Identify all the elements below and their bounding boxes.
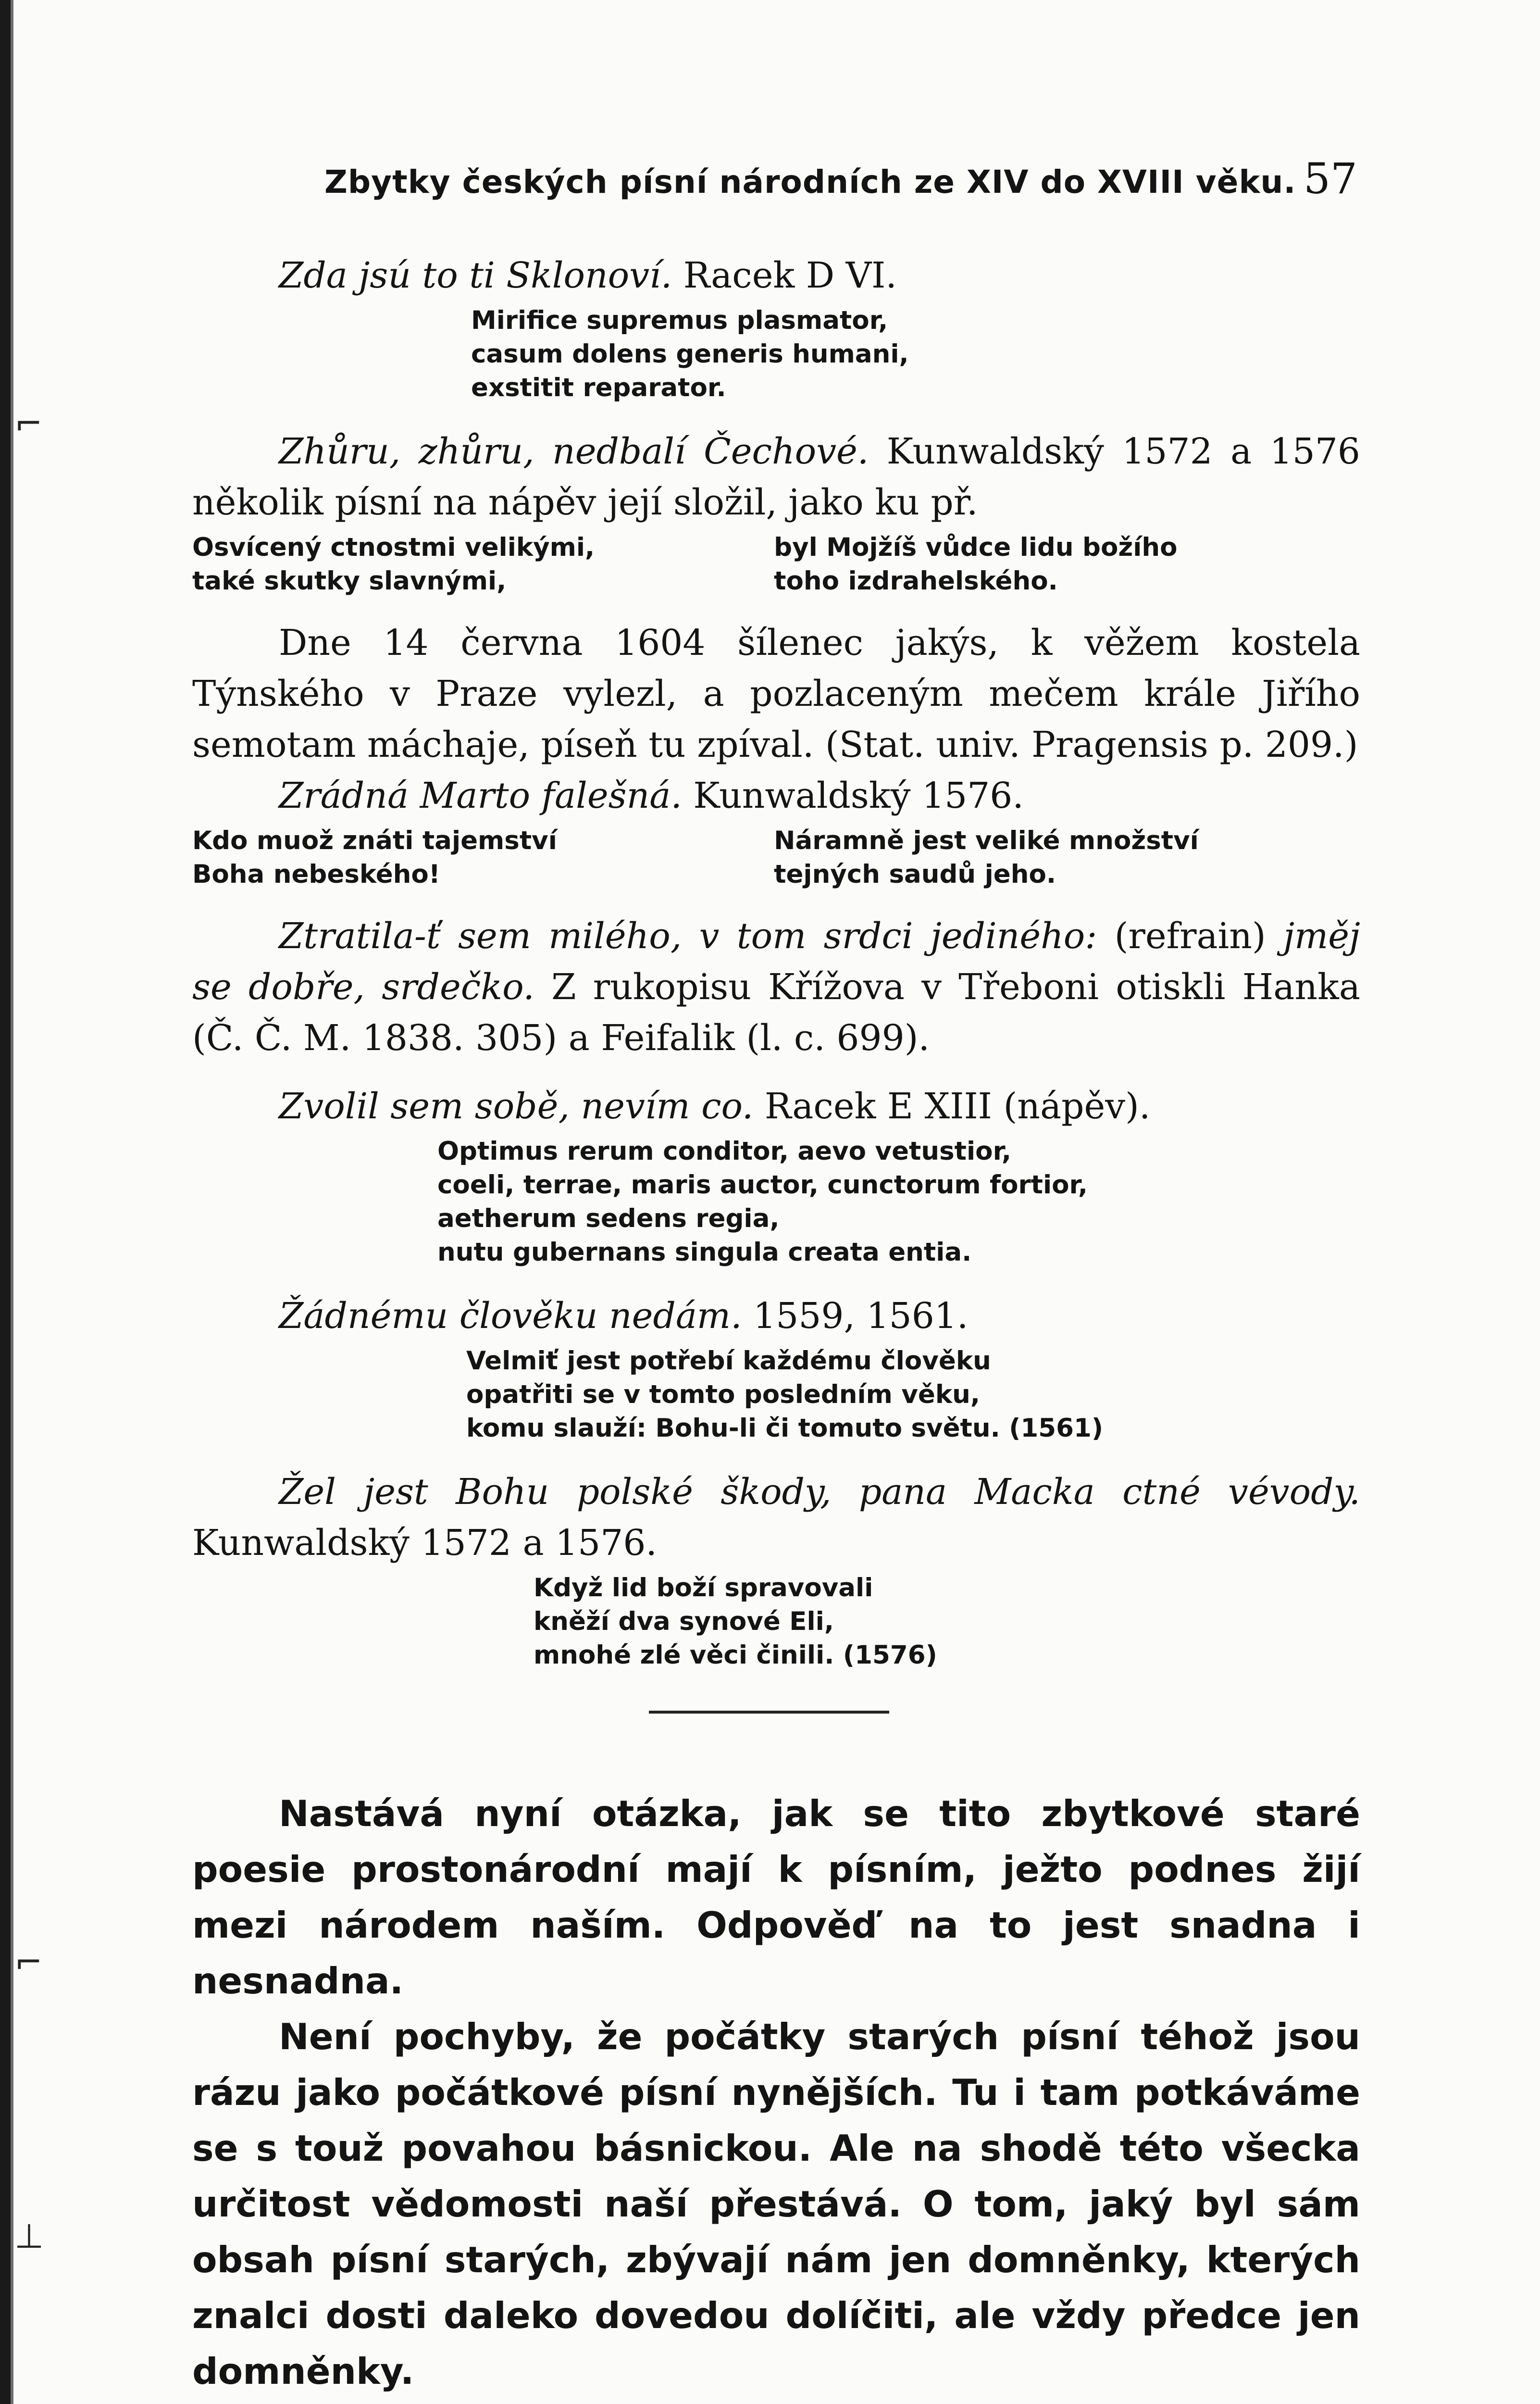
verse-line: také skutky slavnými,	[192, 566, 507, 596]
source-reference-continued: několik písní na nápěv její složil, jako ku př.	[192, 482, 978, 523]
quoted-verse	[437, 1135, 1360, 1269]
song-title: Žel jest Bohu polské škody, pana Macka ctné vévody.	[279, 1471, 1360, 1513]
verse-line: kněží dva synové Eli,	[534, 1607, 834, 1636]
verse-line: Náramně jest veliké množství	[774, 826, 1199, 855]
entry-heading	[192, 250, 1360, 301]
verse-line: Boha nebeského!	[192, 860, 440, 889]
page-binding-edge	[0, 0, 11, 2404]
entry-heading	[192, 1466, 1360, 1568]
source-reference: Kunwaldský 1572 a 1576.	[192, 1522, 657, 1564]
refrain-text: jměj se dobře, srdečko.	[192, 915, 1360, 1008]
verse-line: Optimus rerum conditor, aevo vetustior,	[437, 1137, 1012, 1166]
quoted-verse	[534, 1571, 1360, 1672]
song-title: Žádnému člověku nedám.	[279, 1295, 742, 1337]
verse-line: nutu gubernans singula creata entia.	[437, 1238, 972, 1267]
quoted-verse	[471, 304, 1360, 405]
page-number: 57	[1304, 154, 1357, 203]
verse-column-right	[774, 531, 1360, 598]
song-title: Ztratila-ť sem milého, v tom srdci jediného:	[279, 915, 1097, 957]
verse-line: Velmiť jest potřebí každému člověku	[466, 1346, 991, 1376]
verse-line: tejných saudů jeho.	[774, 860, 1056, 889]
verse-line: coeli, terrae, maris auctor, cunctorum fortior,	[437, 1170, 1088, 1200]
source-reference: Racek D VI.	[672, 255, 897, 296]
margin-mark: ⌐	[14, 404, 43, 443]
source-reference: Racek E XIII (nápěv).	[753, 1086, 1151, 1127]
verse-column-left	[192, 824, 774, 891]
margin-mark: ⌐	[14, 1942, 43, 1982]
refrain-label: (refrain)	[1097, 915, 1284, 957]
body-paragraph: Nastává nyní otázka, jak se tito zbytkové staré poesie prostonárodní mají k písním, ježto podnes žijí mezi národem naším. Odpověď na to jest snadna i nesnadna.	[192, 1792, 1360, 2002]
source-reference: Z rukopisu Křížova v Třeboni otiskli Hanka (Č. Č. M. 1838. 305) a Feifalik (l. c. 699).	[192, 966, 1360, 1059]
quoted-verse	[466, 1344, 1360, 1445]
verse-line: Osvícený ctnostmi velikými,	[192, 533, 595, 562]
entry-heading	[192, 426, 1360, 528]
verse-line: toho izdrahelského.	[774, 566, 1058, 596]
verse-line: Když lid boží spravovali	[534, 1573, 873, 1603]
body-paragraph: Není pochyby, že počátky starých písní téhož jsou rázu jako počátkové písní nynějších. Tu i tam potkáváme se s touž povahou básnickou. Ale na shodě této všecka určitost vědomosti naší přestává. O tom, jaký byl sám obsah písní starých, zbývají nám jen domněnky, kterých znalci dosti daleko dovedou dolíčiti, ale vždy předce jen domněnky.	[192, 2016, 1360, 2392]
page-content	[192, 250, 1360, 2404]
song-title: Zvolil sem sobě, nevím co.	[279, 1086, 754, 1127]
running-title: Zbytky českých písní národních ze XIV do XVIII věku.	[324, 163, 1296, 200]
entry-heading	[192, 1290, 1360, 1341]
verse-line: mnohé zlé věci činili. (1576)	[534, 1640, 937, 1670]
verse-column-left	[192, 531, 774, 598]
margin-mark: ⊥	[14, 2216, 44, 2256]
verse-line: casum dolens generis humani,	[471, 339, 909, 369]
verse-line: Kdo muož znáti tajemství	[192, 826, 557, 855]
page-header	[192, 154, 1357, 207]
verse-line: opatřiti se v tomto posledním věku,	[466, 1380, 980, 1409]
song-title: Zhůru, zhůru, nedbalí Čechové.	[279, 431, 869, 472]
verse-line: Mirifice supremus plasmator,	[471, 306, 888, 335]
source-reference: Kunwaldský 1576.	[682, 775, 1024, 816]
verse-line: exstitit reparator.	[471, 373, 726, 402]
verse-column-right	[774, 824, 1360, 891]
quoted-verse-two-column	[192, 531, 1360, 598]
section-divider	[649, 1711, 889, 1714]
source-reference: 1559, 1561.	[742, 1295, 969, 1337]
entry-heading	[192, 911, 1360, 1064]
entry-heading	[192, 1081, 1360, 1132]
body-paragraph	[192, 2399, 1360, 2404]
verse-line: komu slauží: Bohu-li či tomuto světu. (1561)	[466, 1414, 1104, 1443]
verse-line: aetherum sedens regia,	[437, 1204, 780, 1233]
verse-line: byl Mojžíš vůdce lidu božího	[774, 533, 1178, 562]
entry-heading	[192, 770, 1360, 821]
song-title: Zrádná Marto falešná.	[279, 775, 682, 816]
page-binding-shadow	[11, 0, 13, 2404]
source-reference: Kunwaldský 1572 a 1576	[869, 431, 1360, 472]
song-title: Zda jsú to ti Sklonoví.	[279, 255, 672, 296]
quoted-verse-two-column	[192, 824, 1360, 891]
historical-note: Dne 14 června 1604 šílenec jakýs, k věžem kostela Týnského v Praze vylezl, a pozlaceným mečem krále Jiřího semotam máchaje, píseň tu zpíval. (Stat. univ. Pragensis p. 209.)	[192, 622, 1360, 765]
